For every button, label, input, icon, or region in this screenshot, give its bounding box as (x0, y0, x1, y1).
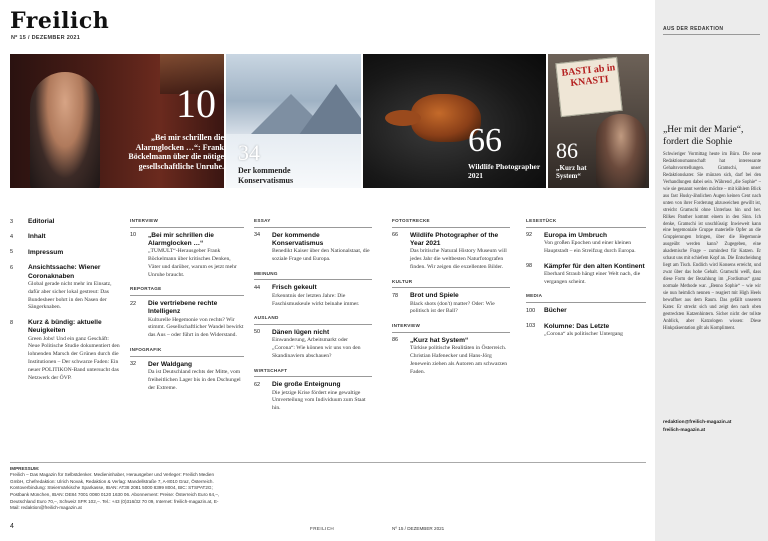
entry-description: Eberhard Straub hängt einer Welt nach, die vergangen scheint. (544, 270, 641, 285)
magazine-logo: Freilich (10, 8, 110, 34)
hero-number-4: 86 (556, 138, 578, 163)
issue-label: Nº 15 / DEZEMBER 2021 (11, 35, 81, 41)
entry-description: Global gerade nicht mehr im Einsatz, dafür aber sicher lokal gestreut: Das Bundesheer bohrt in den Nasen der Sängerknaben. (28, 280, 112, 311)
entry-description: Erkenntnis der letzten Jahre: Die Faschismuskeule wirkt beinahe immer. (272, 292, 360, 307)
imprint-rule (10, 462, 646, 463)
page-number: 22 (130, 300, 137, 307)
editorial-sidebar (655, 0, 768, 541)
toc-entry[interactable] (392, 337, 510, 377)
entry-description: Kulturelle Hegemonie von rechts? Wir stimmt. Gesellschaftlicher Wandel bewirkt das Aus – oder führt in den Widerstand. (148, 316, 244, 339)
entry-title: Wildlife Photographer of the Year 2021 (410, 231, 499, 247)
entry-description: Da ist Deutschland rechts der Mitte, vom freiheitlichen Lager bis in den Dschungel der Extreme. (148, 368, 241, 391)
protest-sign-text: BASTI ab in KNASTI (560, 62, 616, 89)
toc-column-5 (526, 218, 646, 346)
entry-title: Die vertriebene rechte Intelligenz (148, 300, 218, 316)
entry-title: Kurz & bündig: aktuelle Neuigkeiten (28, 319, 102, 335)
toc-entry[interactable] (10, 264, 120, 312)
toc-entry[interactable] (254, 284, 372, 308)
footer-issue: Nº 15 / DEZEMBER 2021 (392, 526, 445, 531)
page-number: 10 (130, 232, 137, 239)
toc-entry[interactable] (392, 292, 510, 316)
hero-number-1: 10 (176, 81, 216, 126)
toc-entry[interactable] (254, 329, 372, 361)
toc-entry[interactable] (10, 218, 120, 226)
footer-page-number: 4 (10, 523, 14, 530)
entry-title: „Kurz hat System“ (410, 336, 469, 344)
entry-title: Kolumne: Das Letzte (544, 322, 610, 330)
page-number: 66 (392, 232, 399, 239)
entry-description: Einwanderung, Arbeitsmarkt oder „Corona“: Wie können wir uns von den Skandinaviern abschauen? (272, 337, 361, 359)
toc-entry[interactable] (10, 249, 120, 257)
entry-description: „TUMULT“-Herausgeber Frank Böckelmann über kritisches Denken, Väter und darüber, warum es jetzt mehr Unruhe braucht. (148, 248, 237, 278)
page-number: 103 (526, 323, 536, 330)
section-label: MEINUNG (254, 271, 372, 281)
hero-panel-3[interactable] (363, 54, 546, 188)
entry-title: Der kommende Konservatismus (272, 231, 324, 247)
section-label: REPORTAGE (130, 286, 244, 296)
hero-number-2: 34 (238, 140, 260, 165)
entry-title: Die große Enteignung (272, 381, 341, 389)
fox-tail (385, 110, 421, 126)
toc-entry[interactable] (526, 232, 646, 256)
toc-entry[interactable] (10, 319, 120, 382)
imprint-text: Freilich – Das Magazin für Selbstdenker. Medieninhaber, Herausgeber und Verleger: Freilich Medien GmbH, Chefredaktion: Ulrich Novak, Redaktion & Verlag: Mandellstraße 7, A-8010 Graz, Österreich. Kontoverbindung: Steiermärkische Sparkasse, IBAN: AT38 2081 5000 8399 8004, BIC: STSPAT2G; Postbank München, IBAN: DE84 7001 0080 0120 1630 06. Abonnement: Preise: Österreich Euro 64,–, Deutschland Euro 70,–, Schweiz SFR 102,–. Tel.: +43 (0)316/32 70 09, Internet: freilich-magazin.at, E-Mail: redaktion@freilich-magazin.at (10, 472, 220, 511)
hero-panel-1[interactable] (10, 54, 224, 188)
entry-description: Das britische Natural History Museum will jedes Jahr die weltbesten Naturfotografen finden. Wir zeigen die exzellenten Bilder. (410, 248, 507, 270)
page-number: 32 (130, 361, 137, 368)
entry-description: Benedikt Kaiser über den Nationalstaat, die soziale Frage und Europa. (272, 248, 370, 262)
imprint-title: IMPRESSUM: (10, 466, 40, 471)
toc-entry[interactable] (526, 263, 646, 287)
sidebar-email[interactable]: redaktion@freilich-magazin.at (663, 420, 732, 425)
toc-entry[interactable] (10, 233, 120, 241)
hero-caption-4: „Kurz hat System“ (556, 164, 587, 181)
entry-title: Brot und Spiele (410, 292, 459, 300)
hero-panel-4[interactable] (548, 54, 649, 188)
section-label: FOTOSTRECKE (392, 218, 510, 228)
hero-panel-2[interactable] (226, 54, 361, 188)
page-number: 34 (254, 232, 261, 239)
toc-column-2 (130, 218, 244, 399)
toc-entry[interactable] (392, 232, 510, 272)
sidebar-title: „Her mit der Marie“, fordert die Sophie (663, 124, 744, 147)
sidebar-body: Schwieriger Vormittag heute im Büro. Die neue Redaktionsmannschaft hat interessante Gehaltsvorstellungen. Gramschi, unser Redaktionskater. Sie münzen sich, darf bei den Verhandlungen dabei sein. Während „die Sophie“ – wie sie genannt werden möchte – mit kühlem Blick aus fast Husky-ähnlichen Augen keinen Cent nach unten von ihrer Forderung abzuweichen gewillt ist, streicht Gramschi ohne Unterlass hin und her. Rilkes Panther kommt einem in den Sinn. Ich denke, Gramschi ist unschlüssig: Inwieweit kann eine hegemoniale Gruppe materielle Opfer an die Gruppierungen bringen, über die Hegemonie ausgeübt werden kann? Zugegeben, eine akademische Frage – zumindest für Katzen. Er schaut uns mit schiefem Kopf an. Die Entscheidung liegt am Tisch. Endlich wird Konsens erreicht, und zwar über das hohe Gehalt. Gramschi weiß, dass diese Form der Bezahlung im „Fordismus“ ganz normale Methode war. „Benno Sophie“ – wie wir sie nun heimlich nennen – reagiert mit High Heels bewaffnet aus dem Raum. Das gefällt unserem Kater. Er streckt sich und zeigt den nach oben gestreckten Katzenhintern. Sicher nicht der tollste Anblick, aber Katzologen wissen: Diese Hinkpräsentation gilt als Kompliment. (663, 152, 761, 331)
entry-title: Europa im Umbruch (544, 231, 608, 239)
section-label: AUSLAND (254, 315, 372, 325)
section-label: INTERVIEW (130, 218, 244, 228)
page-number: 6 (10, 264, 14, 271)
section-label: KULTUR (392, 279, 510, 289)
page-number: 50 (254, 329, 261, 336)
section-label: LESESTÜCK (526, 218, 646, 228)
entry-title: Der Waldgang (148, 360, 193, 368)
portrait-figure (30, 72, 100, 188)
entry-description: „Corona“ als politischer Untergang (544, 330, 623, 337)
page-number: 62 (254, 381, 261, 388)
section-label: INTERVIEW (392, 323, 510, 333)
page-number: 100 (526, 307, 536, 314)
page-number: 4 (10, 233, 14, 240)
entry-title: „Bei mir schrillen die Alarmglocken …“ (148, 231, 214, 247)
entry-title: Editorial (28, 218, 55, 225)
toc-entry[interactable] (526, 307, 646, 315)
toc-entry[interactable] (130, 232, 244, 280)
toc-entry[interactable] (254, 232, 372, 264)
hero-caption-1: „Bei mir schrillen die Alarmglocken …“: Frank Böckelmann über die nötige gesellschaftliche Unruhe. (128, 133, 224, 171)
section-label: ESSAY (254, 218, 372, 228)
entry-description: Green Jobs! Und ein ganz Geschäft: Neue Politische Studie dokumentiert den lohnenden Marsch der Grünen durch die Institutionen – Der schwarze Faden: Ein neuer POLITIKON-Band untersucht das Netzwerk der ÖVP. (28, 335, 120, 381)
entry-title: Dänen lügen nicht (272, 328, 330, 336)
toc-column-3 (254, 218, 372, 420)
hero-number-3: 66 (468, 122, 502, 159)
page-number: 44 (254, 284, 261, 291)
page-number: 78 (392, 292, 399, 299)
entry-title: Kämpfer für den alten Kontinent (544, 262, 645, 270)
section-label: INFOGRAFIK (130, 347, 244, 357)
toc-entry[interactable] (526, 323, 646, 339)
entry-title: Ansichtssache: Wiener Coronaknaben (28, 264, 101, 280)
sidebar-label: AUS DER REDAKTION (663, 26, 760, 35)
toc-column-main (10, 218, 120, 390)
page-number: 92 (526, 232, 533, 239)
footer-magazine-name: FREILICH (310, 526, 335, 531)
hero-caption-2: Der kommende Konservatismus (238, 166, 294, 185)
entry-description: Die jetzige Krise fördert eine gewaltige Umverteilung vom Individuum zum Staat hin. (272, 389, 366, 412)
entry-description: Black shots (don't) matter? Oder: Wie politisch ist der Ball? (410, 300, 495, 315)
page-number: 98 (526, 263, 533, 270)
section-label: MEDIA (526, 293, 646, 303)
page-number: 5 (10, 249, 14, 256)
toc-entry[interactable] (130, 361, 244, 393)
page-number: 86 (392, 337, 399, 344)
entry-title: Bücher (544, 307, 567, 315)
entry-title: Inhalt (28, 233, 46, 241)
mountain-shape-2 (296, 84, 361, 139)
toc-entry[interactable] (130, 300, 244, 340)
page-number: 8 (10, 319, 14, 326)
hero-caption-3: Wildlife Photographer 2021 (468, 162, 541, 180)
entry-description: Von großen Epochen und einer kleinen Hauptstadt – ein Streifzug durch Europa. (544, 239, 636, 254)
sidebar-website[interactable]: freilich-magazin.at (663, 428, 706, 433)
toc-column-4 (392, 218, 510, 383)
toc-entry[interactable] (254, 381, 372, 413)
page-number: 3 (10, 218, 14, 225)
entry-title: Impressum (28, 248, 64, 256)
section-label: WIRTSCHAFT (254, 368, 372, 378)
entry-title: Frisch gekeult (272, 284, 317, 292)
entry-description: Türkise politische Realitäten in Österreich. Christian Hafenecker und Hans-Jörg Jenewein ziehen als Autoren am schwarzen Faden. (410, 345, 508, 375)
